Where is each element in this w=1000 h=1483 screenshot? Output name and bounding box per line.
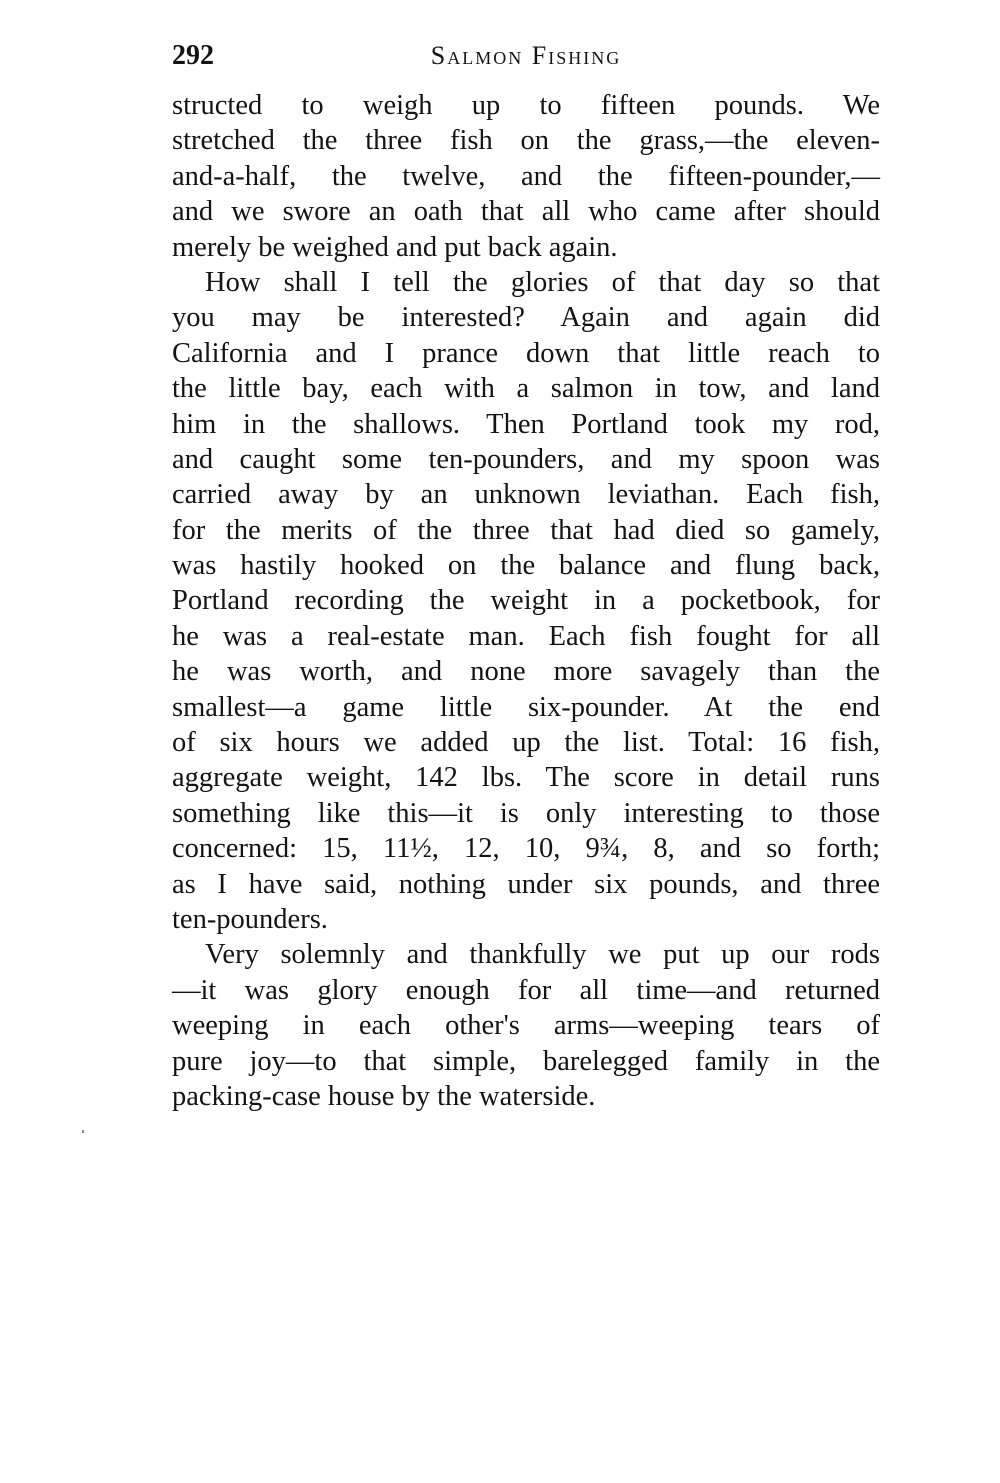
text-line: something like this—it is only interesting to those: [172, 797, 880, 829]
text-line: carried away by an unknown leviathan. Each fish,: [172, 479, 880, 511]
text-line: California and I prance down that little reach to: [172, 337, 880, 369]
text-line: aggregate weight, 142 lbs. The score in detail runs: [172, 762, 880, 794]
running-title: Salmon Fishing: [430, 41, 622, 70]
text-line: pure joy—to that simple, barelegged family in the: [172, 1045, 880, 1077]
text-line: and caught some ten-pounders, and my spoon was: [172, 443, 880, 475]
body-text: [172, 88, 880, 1114]
text-line: he was a real-estate man. Each fish fought for all: [172, 620, 880, 652]
text-line: and-a-half, the twelve, and the fifteen-pounder,—: [172, 160, 880, 192]
text-line: structed to weigh up to fifteen pounds. We: [172, 90, 880, 121]
text-line: How shall I tell the glories of that day so that: [205, 266, 880, 298]
text-line: stretched the three fish on the grass,—the eleven-: [172, 125, 880, 157]
stray-ink-mark: [82, 1130, 84, 1133]
text-line: the little bay, each with a salmon in tow, and land: [172, 373, 880, 405]
page-number: 292: [172, 40, 214, 71]
text-line: Portland recording the weight in a pocketbook, for: [172, 585, 880, 617]
text-line: —it was glory enough for all time—and returned: [172, 974, 880, 1006]
text-line: merely be weighed and put back again.: [172, 231, 618, 263]
text-line: for the merits of the three that had died so gamely,: [172, 514, 880, 546]
text-line: and we swore an oath that all who came after should: [172, 196, 880, 228]
running-head: [172, 36, 880, 76]
text-line: as I have said, nothing under six pounds, and three: [172, 868, 880, 900]
text-line: you may be interested? Again and again did: [172, 302, 880, 334]
text-line: smallest—a game little six-pounder. At the end: [172, 691, 880, 723]
text-line: he was worth, and none more savagely than the: [172, 656, 880, 688]
text-line: concerned: 15, 11½, 12, 10, 9¾, 8, and so forth;: [172, 833, 880, 865]
text-line: packing-case house by the waterside.: [172, 1080, 596, 1112]
text-line: of six hours we added up the list. Total: 16 fish,: [172, 727, 880, 759]
text-line: was hastily hooked on the balance and flung back,: [172, 550, 880, 582]
text-line: weeping in each other's arms—weeping tears of: [172, 1010, 880, 1042]
text-line: Very solemnly and thankfully we put up our rods: [205, 939, 880, 971]
text-line: him in the shallows. Then Portland took my rod,: [172, 408, 880, 440]
text-line: ten-pounders.: [172, 903, 328, 935]
